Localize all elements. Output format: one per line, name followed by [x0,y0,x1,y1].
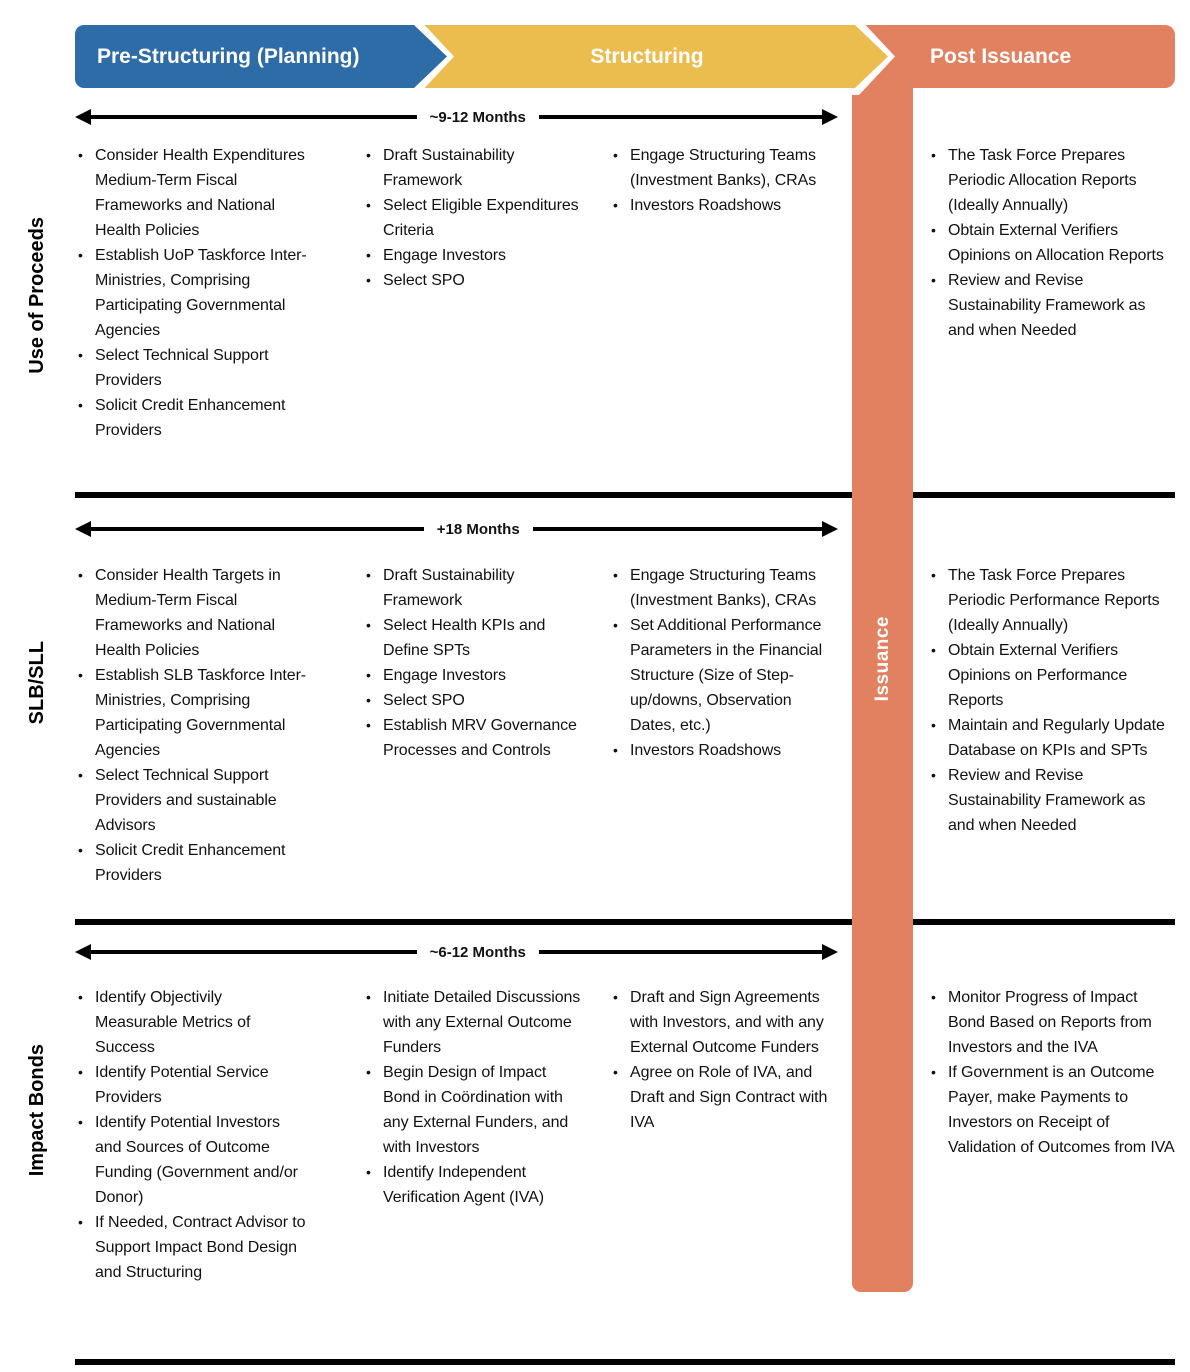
bullet-item: • Investors Roadshows [610,738,828,763]
timeline-impact-bonds [75,940,838,964]
cell-post-issuance [928,143,1175,343]
issuance-label: Issuance [871,615,893,702]
cell-structuring-b [610,143,828,218]
cell-pre-structuring [75,143,307,443]
bullet-item: • Identify Potential Service Providers [75,1060,307,1110]
bullet-item: • Identify Objectivily Measurable Metrics of Success [75,985,307,1060]
bullet-item: • Review and Revise Sustainability Framework as and when Needed [928,763,1175,838]
phase-label-pre-structuring: Pre-Structuring (Planning) [97,44,360,68]
cell-pre-structuring [75,563,307,888]
bullet-item: • Set Additional Performance Parameters in the Financial Structure (Size of Step-up/downs, Observation Dates, etc.) [610,613,828,738]
arrowhead-left-icon [75,109,91,125]
bullet-item: • Obtain External Verifiers Opinions on Performance Reports [928,638,1175,713]
duration-label: ~9-12 Months [429,108,526,126]
bullet-item: • Select SPO [363,268,583,293]
bullet-item: • If Needed, Contract Advisor to Support Impact Bond Design and Structuring [75,1210,307,1285]
bullet-item: • Select Technical Support Providers [75,343,307,393]
bottom-divider [75,1359,1175,1365]
bullet-item: • The Task Force Prepares Periodic Allocation Reports (Ideally Annually) [928,143,1175,218]
bullet-item: • Solicit Credit Enhancement Providers [75,393,307,443]
cell-structuring-a [363,563,583,763]
bullet-item: • Select Eligible Expenditures Criteria [363,193,583,243]
arrowhead-right-icon [822,109,838,125]
bullet-item: • Consider Health Targets in Medium-Term Fiscal Frameworks and National Health Policies [75,563,307,663]
bullet-item: • Agree on Role of IVA, and Draft and Sign Contract with IVA [610,1060,828,1135]
bullet-item: • The Task Force Prepares Periodic Performance Reports (Ideally Annually) [928,563,1175,638]
cell-structuring-a [363,985,583,1210]
cell-pre-structuring [75,985,307,1285]
cell-structuring-b [610,563,828,763]
arrowhead-right-icon [822,944,838,960]
bullet-item: • Engage Structuring Teams (Investment Banks), CRAs [610,143,828,193]
cell-post-issuance [928,985,1175,1160]
bullet-item: • Identify Independent Verification Agent (IVA) [363,1160,583,1210]
bullet-item: • Establish MRV Governance Processes and Controls [363,713,583,763]
timeline-slb-sll [75,517,838,541]
bullet-item: • Monitor Progress of Impact Bond Based on Reports from Investors and the IVA [928,985,1175,1060]
issuance-label-wrap [852,25,913,1292]
bullet-item: • If Government is an Outcome Payer, make Payments to Investors on Receipt of Validation of Outcomes from IVA [928,1060,1175,1160]
phase-label-structuring: Structuring [590,44,704,68]
duration-label: ~6-12 Months [429,943,526,961]
bullet-item: • Select Technical Support Providers and sustainable Advisors [75,763,307,838]
bullet-item: • Solicit Credit Enhancement Providers [75,838,307,888]
bullet-item: • Engage Investors [363,243,583,268]
cell-structuring-a [363,143,583,293]
arrowhead-left-icon [75,521,91,537]
bullet-item: • Identify Potential Investors and Sources of Outcome Funding (Government and/or Donor) [75,1110,307,1210]
bullet-item: • Draft Sustainability Framework [363,563,583,613]
bullet-item: • Obtain External Verifiers Opinions on Allocation Reports [928,218,1175,268]
row-divider [75,919,1175,925]
phase-label-post-issuance: Post Issuance [930,44,1072,68]
arrowhead-right-icon [822,521,838,537]
row-label-use-of-proceeds: Use of Proceeds [26,216,48,374]
row-divider [75,492,1175,498]
duration-label: +18 Months [436,520,520,538]
bullet-item: • Review and Revise Sustainability Framework as and when Needed [928,268,1175,343]
arrowhead-left-icon [75,944,91,960]
cell-post-issuance [928,563,1175,838]
row-label-slb-sll: SLB/SLL [26,641,48,725]
timeline-use-of-proceeds [75,105,838,129]
bullet-item: • Select Health KPIs and Define SPTs [363,613,583,663]
bullet-item: • Draft and Sign Agreements with Investors, and with any External Outcome Funders [610,985,828,1060]
bullet-item: • Initiate Detailed Discussions with any External Outcome Funders [363,985,583,1060]
cell-structuring-b [610,985,828,1135]
bullet-item: • Draft Sustainability Framework [363,143,583,193]
row-label-impact-bonds: Impact Bonds [26,1043,48,1177]
bullet-item: • Investors Roadshows [610,193,828,218]
bullet-item: • Maintain and Regularly Update Database on KPIs and SPTs [928,713,1175,763]
bullet-item: • Establish SLB Taskforce Inter-Ministries, Comprising Participating Governmental Agencies [75,663,307,763]
bullet-item: • Engage Structuring Teams (Investment Banks), CRAs [610,563,828,613]
bullet-item: • Engage Investors [363,663,583,688]
bullet-item: • Begin Design of Impact Bond in Coördination with any External Funders, and with Investors [363,1060,583,1160]
bullet-item: • Select SPO [363,688,583,713]
bullet-item: • Establish UoP Taskforce Inter-Ministries, Comprising Participating Governmental Agencies [75,243,307,343]
bullet-item: • Consider Health Expenditures Medium-Term Fiscal Frameworks and National Health Policies [75,143,307,243]
